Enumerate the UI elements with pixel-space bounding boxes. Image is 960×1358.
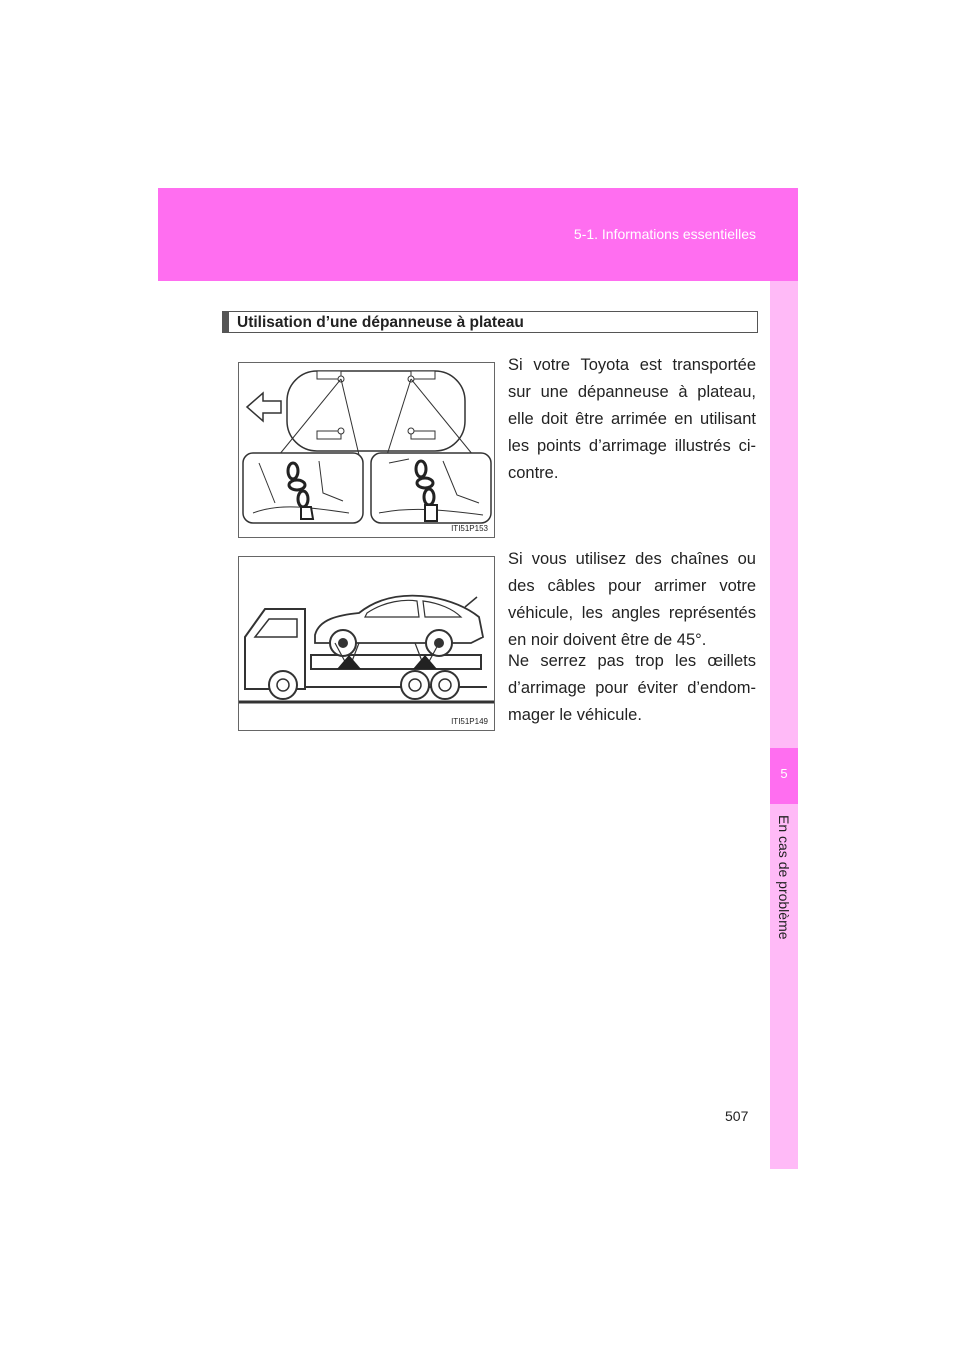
car-top-view-outline [287,371,465,451]
tie-down-point-marker [408,428,414,434]
chapter-title: En cas de problème [776,815,792,940]
side-tab [770,281,798,1169]
front-left-tie-down-slot [317,371,341,379]
section-heading-text: Utilisation d’une dépanneuse à plateau [237,314,524,331]
car-window [365,600,419,617]
flatbed-deck [311,655,481,669]
section-heading [222,311,758,333]
flatbed-truck-drawing [239,557,494,730]
flatbed-truck-illustration [238,556,495,731]
figure-code: ITI51P153 [451,524,488,533]
rear-left-tie-down-slot [317,431,341,439]
paragraph-overtighten-warning: Ne serrez pas trop les œillets d’arrimage pour éviter d’endom-mager le véhicule. [508,652,756,724]
page-header [158,188,798,281]
figure-code: ITI51P149 [451,717,488,726]
page-number: 507 [725,1108,749,1124]
direction-arrow-icon [247,393,281,421]
callout-line [387,379,411,455]
tie-down-point-marker [338,428,344,434]
header-section-title: 5-1. Informations essentielles [573,226,756,242]
chapter-number: 5 [780,766,788,781]
hook-icon [425,505,437,521]
tie-down-points-illustration [238,362,495,538]
callout-line [341,379,359,455]
paragraph-chain-angles: Si vous utilisez des chaînes ou des câbles pour arrimer votre véhicule, les angles représentés en noir doivent être de 45°. [508,550,756,649]
rear-right-tie-down-slot [411,431,435,439]
paragraph-tie-down-points: Si votre Toyota est transportée sur une dépanneuse à plateau, elle doit être arrimée en utilisant les points d’arrimage illustrés ci-contre. [508,356,756,482]
tie-down-points-drawing [239,363,494,537]
front-right-tie-down-slot [411,371,435,379]
chapter-number-box [770,748,798,804]
car-antenna [465,597,477,607]
hook-icon [301,507,313,519]
